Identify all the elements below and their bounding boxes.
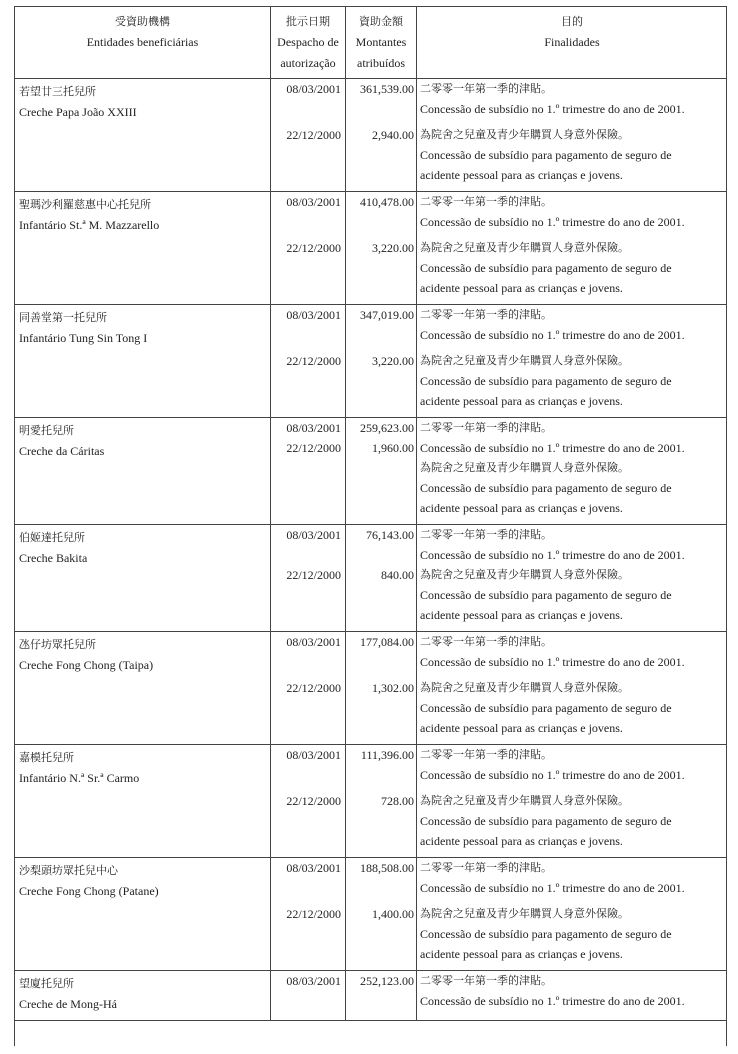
quarter-amount: 111,396.00	[360, 748, 414, 762]
purpose-cell	[417, 79, 728, 192]
amount-cell	[346, 79, 417, 192]
header-entity	[15, 7, 271, 79]
header-purpose-zh: 目的	[561, 15, 583, 28]
header-date-pt-1: Despacho de	[277, 35, 339, 49]
insurance-purpose-pt-1: Concessão de subsídio para pagamento de seguro de	[420, 374, 672, 388]
table-row	[15, 192, 727, 305]
table-row	[15, 632, 727, 745]
date-cell	[271, 971, 346, 1021]
insurance-purpose-pt-1: Concessão de subsídio para pagamento de seguro de	[420, 261, 672, 275]
entity-name-zh: 沙梨頭坊眾托兒中心	[19, 864, 118, 877]
header-entity-pt: Entidades beneficiárias	[86, 35, 199, 49]
entity-cell	[15, 192, 271, 305]
insurance-purpose-zh: 為院舍之兒童及青少年購買人身意外保險。	[420, 681, 629, 694]
quarter-amount: 188,508.00	[360, 861, 414, 875]
header-amount-zh: 資助金額	[359, 15, 403, 28]
insurance-date: 22/12/2000	[286, 568, 341, 582]
insurance-purpose-pt-2: acidente pessoal para as crianças e jovens.	[420, 608, 623, 622]
table-row	[15, 79, 727, 192]
quarter-amount: 76,143.00	[366, 528, 414, 542]
table-header	[15, 7, 727, 79]
quarter-purpose-zh: 二零零一年第一季的津貼。	[420, 861, 552, 874]
quarter-purpose-zh: 二零零一年第一季的津貼。	[420, 528, 552, 541]
entity-cell	[15, 745, 271, 858]
insurance-date: 22/12/2000	[286, 128, 341, 142]
entity-name-zh: 若望廿三托兒所	[19, 85, 96, 98]
entity-cell	[15, 305, 271, 418]
insurance-amount: 840.00	[381, 568, 414, 582]
insurance-purpose-pt-2: acidente pessoal para as crianças e jovens.	[420, 947, 623, 961]
quarter-purpose-pt: Concessão de subsídio no 1.º trimestre do ano de 2001.	[420, 881, 685, 895]
entity-name-zh: 嘉模托兒所	[19, 751, 74, 764]
quarter-purpose-pt: Concessão de subsídio no 1.º trimestre do ano de 2001.	[420, 768, 685, 782]
insurance-date: 22/12/2000	[286, 354, 341, 368]
amount-cell	[346, 632, 417, 745]
entity-cell	[15, 79, 271, 192]
quarter-amount: 252,123.00	[360, 974, 414, 988]
header-purpose-pt: Finalidades	[544, 35, 600, 49]
purpose-cell	[417, 632, 728, 745]
quarter-date: 08/03/2001	[286, 421, 341, 435]
table-row	[15, 305, 727, 418]
insurance-purpose-pt-2: acidente pessoal para as crianças e jovens.	[420, 394, 623, 408]
quarter-date: 08/03/2001	[286, 861, 341, 875]
quarter-purpose-pt: Concessão de subsídio no 1.º trimestre do ano de 2001.	[420, 328, 685, 342]
quarter-purpose-pt: Concessão de subsídio no 1.º trimestre do ano de 2001.	[420, 215, 685, 229]
header-entity-zh: 受資助機構	[115, 15, 170, 28]
date-cell	[271, 192, 346, 305]
date-cell	[271, 525, 346, 632]
quarter-amount: 410,478.00	[360, 195, 414, 209]
quarter-date: 08/03/2001	[286, 635, 341, 649]
quarter-date: 08/03/2001	[286, 748, 341, 762]
quarter-date: 08/03/2001	[286, 974, 341, 988]
header-date-pt-2: autorização	[280, 56, 336, 70]
quarter-date: 08/03/2001	[286, 528, 341, 542]
insurance-date: 22/12/2000	[286, 241, 341, 255]
table-row	[15, 418, 727, 525]
entity-name-zh: 聖瑪沙利羅慈惠中心托兒所	[19, 198, 151, 211]
insurance-amount: 1,400.00	[372, 907, 414, 921]
quarter-purpose-zh: 二零零一年第一季的津貼。	[420, 82, 552, 95]
quarter-date: 08/03/2001	[286, 195, 341, 209]
insurance-amount: 1,302.00	[372, 681, 414, 695]
table-row	[15, 971, 727, 1021]
date-cell	[271, 858, 346, 971]
quarter-amount: 347,019.00	[360, 308, 414, 322]
insurance-purpose-zh: 為院舍之兒童及青少年購買人身意外保險。	[420, 241, 629, 254]
insurance-date: 22/12/2000	[286, 441, 341, 455]
insurance-amount: 1,960.00	[372, 441, 414, 455]
entity-name-zh: 明愛托兒所	[19, 424, 74, 437]
entity-name-pt: Creche Bakita	[19, 551, 88, 565]
insurance-date: 22/12/2000	[286, 794, 341, 808]
insurance-purpose-pt-1: Concessão de subsídio para pagamento de seguro de	[420, 148, 672, 162]
table-row	[15, 525, 727, 632]
entity-cell	[15, 971, 271, 1021]
insurance-purpose-zh: 為院舍之兒童及青少年購買人身意外保險。	[420, 568, 629, 581]
entity-cell	[15, 632, 271, 745]
insurance-purpose-pt-1: Concessão de subsídio para pagamento de seguro de	[420, 814, 672, 828]
insurance-purpose-pt-1: Concessão de subsídio para pagamento de seguro de	[420, 701, 672, 715]
insurance-purpose-pt-1: Concessão de subsídio para pagamento de seguro de	[420, 588, 672, 602]
entity-cell	[15, 418, 271, 525]
date-cell	[271, 418, 346, 525]
insurance-purpose-pt-1: Concessão de subsídio para pagamento de seguro de	[420, 481, 672, 495]
entity-name-pt: Creche Fong Chong (Patane)	[19, 884, 159, 898]
quarter-amount: 177,084.00	[360, 635, 414, 649]
subsidy-table-page	[14, 6, 727, 1046]
entity-name-zh: 氹仔坊眾托兒所	[19, 638, 96, 651]
amount-cell	[346, 525, 417, 632]
quarter-purpose-zh: 二零零一年第一季的津貼。	[420, 195, 552, 208]
amount-cell	[346, 305, 417, 418]
insurance-purpose-pt-2: acidente pessoal para as crianças e jovens.	[420, 721, 623, 735]
quarter-amount: 259,623.00	[360, 421, 414, 435]
insurance-purpose-zh: 為院舍之兒童及青少年購買人身意外保險。	[420, 907, 629, 920]
purpose-cell	[417, 305, 728, 418]
purpose-cell	[417, 418, 728, 525]
insurance-amount: 728.00	[381, 794, 414, 808]
entity-name-zh: 同善堂第一托兒所	[19, 311, 107, 324]
entity-cell	[15, 525, 271, 632]
amount-cell	[346, 192, 417, 305]
header-amount-pt-2: atribuídos	[357, 56, 405, 70]
entity-name-pt: Creche de Mong-Há	[19, 997, 117, 1011]
date-cell	[271, 305, 346, 418]
purpose-cell	[417, 192, 728, 305]
purpose-cell	[417, 745, 728, 858]
quarter-purpose-pt: Concessão de subsídio no 1.º trimestre do ano de 2001.	[420, 102, 685, 116]
insurance-purpose-pt-2: acidente pessoal para as crianças e jovens.	[420, 501, 623, 515]
quarter-purpose-pt: Concessão de subsídio no 1.º trimestre do ano de 2001.	[420, 994, 685, 1008]
insurance-date: 22/12/2000	[286, 681, 341, 695]
quarter-purpose-pt: Concessão de subsídio no 1.º trimestre do ano de 2001.	[420, 655, 685, 669]
quarter-purpose-pt: Concessão de subsídio no 1.º trimestre do ano de 2001.	[420, 441, 685, 455]
quarter-purpose-pt: Concessão de subsídio no 1.º trimestre do ano de 2001.	[420, 548, 685, 562]
entity-name-pt: Infantário St.ª M. Mazzarello	[19, 218, 160, 232]
subsidy-table	[15, 7, 727, 1021]
quarter-purpose-zh: 二零零一年第一季的津貼。	[420, 635, 552, 648]
insurance-amount: 3,220.00	[372, 354, 414, 368]
amount-cell	[346, 858, 417, 971]
quarter-date: 08/03/2001	[286, 308, 341, 322]
amount-cell	[346, 745, 417, 858]
amount-cell	[346, 418, 417, 525]
insurance-date: 22/12/2000	[286, 907, 341, 921]
insurance-amount: 3,220.00	[372, 241, 414, 255]
header-purpose	[417, 7, 728, 79]
purpose-cell	[417, 858, 728, 971]
entity-name-pt: Creche Fong Chong (Taipa)	[19, 658, 154, 672]
table-row	[15, 745, 727, 858]
insurance-purpose-zh: 為院舍之兒童及青少年購買人身意外保險。	[420, 794, 629, 807]
header-amount	[346, 7, 417, 79]
quarter-purpose-zh: 二零零一年第一季的津貼。	[420, 421, 552, 434]
insurance-amount: 2,940.00	[372, 128, 414, 142]
date-cell	[271, 745, 346, 858]
header-amount-pt-1: Montantes	[355, 35, 407, 49]
insurance-purpose-zh: 為院舍之兒童及青少年購買人身意外保險。	[420, 461, 629, 474]
entity-name-pt: Infantário Tung Sin Tong I	[19, 331, 148, 345]
insurance-purpose-pt-1: Concessão de subsídio para pagamento de seguro de	[420, 927, 672, 941]
insurance-purpose-pt-2: acidente pessoal para as crianças e jovens.	[420, 834, 623, 848]
amount-cell	[346, 971, 417, 1021]
header-date	[271, 7, 346, 79]
quarter-purpose-zh: 二零零一年第一季的津貼。	[420, 748, 552, 761]
entity-name-pt: Creche Papa João XXIII	[19, 105, 137, 119]
insurance-purpose-pt-2: acidente pessoal para as crianças e jovens.	[420, 281, 623, 295]
purpose-cell	[417, 525, 728, 632]
quarter-amount: 361,539.00	[360, 82, 414, 96]
table-row	[15, 858, 727, 971]
header-date-zh: 批示日期	[286, 15, 330, 28]
quarter-date: 08/03/2001	[286, 82, 341, 96]
date-cell	[271, 632, 346, 745]
insurance-purpose-zh: 為院舍之兒童及青少年購買人身意外保險。	[420, 354, 629, 367]
quarter-purpose-zh: 二零零一年第一季的津貼。	[420, 308, 552, 321]
entity-name-pt: Creche da Cáritas	[19, 444, 105, 458]
insurance-purpose-zh: 為院舍之兒童及青少年購買人身意外保險。	[420, 128, 629, 141]
entity-name-pt: Infantário N.ª Sr.ª Carmo	[19, 771, 140, 785]
quarter-purpose-zh: 二零零一年第一季的津貼。	[420, 974, 552, 987]
date-cell	[271, 79, 346, 192]
entity-name-zh: 伯姬達托兒所	[19, 531, 85, 544]
entity-cell	[15, 858, 271, 971]
entity-name-zh: 望廈托兒所	[19, 977, 74, 990]
purpose-cell	[417, 971, 728, 1021]
insurance-purpose-pt-2: acidente pessoal para as crianças e jovens.	[420, 168, 623, 182]
